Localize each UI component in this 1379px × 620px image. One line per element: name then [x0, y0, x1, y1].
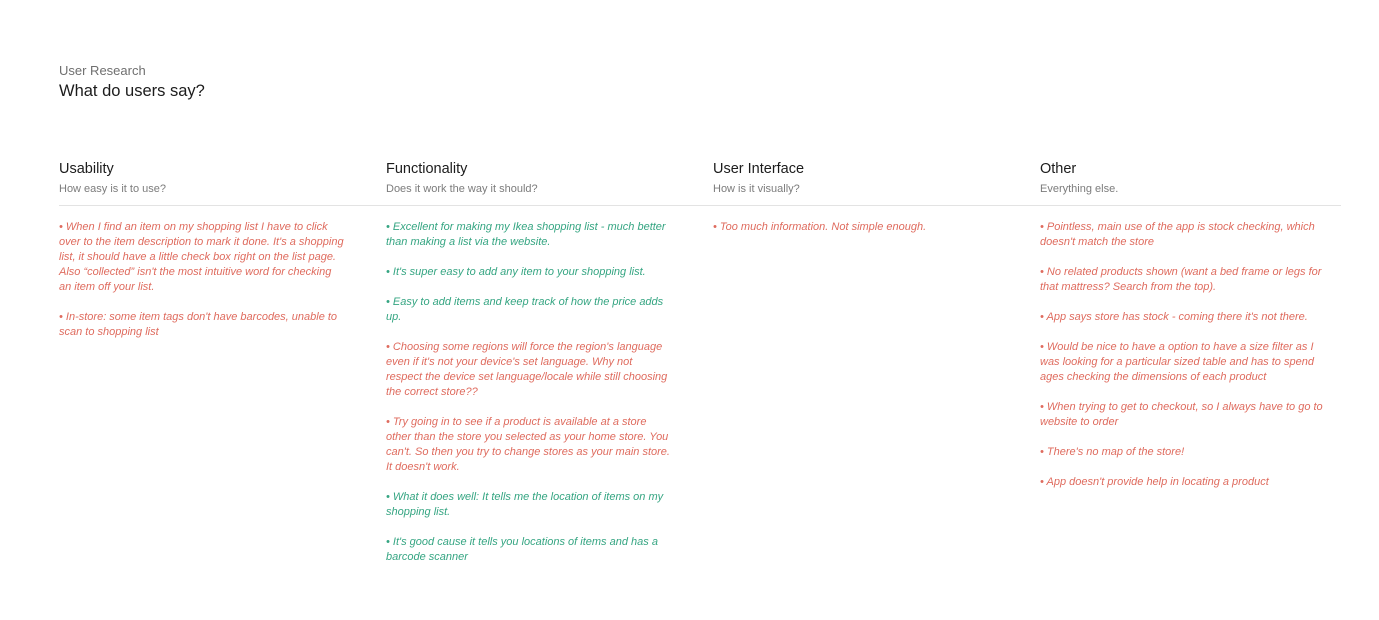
column-subtitle: Everything else.	[1040, 183, 1119, 195]
column-subtitle: Does it work the way it should?	[386, 183, 538, 195]
feedback-item-negative: • Pointless, main use of the app is stock checking, which doesn't match the store	[1040, 221, 1315, 248]
feedback-item-negative: • Try going in to see if a product is available at a store other than the store you selected as your home store. You can't. So then you try to change stores as your main store. It doesn't work.	[386, 416, 670, 473]
feedback-item-negative: • Would be nice to have a option to have a size filter as I was looking for a particular sized table and has to spend ages checking the dimensions of each product	[1040, 341, 1314, 383]
column-other	[1040, 160, 1325, 488]
column-user-interface	[713, 160, 998, 233]
feedback-item-negative: • No related products shown (want a bed frame or legs for that mattress? Search from the top).	[1040, 266, 1322, 293]
feedback-item-negative: • When I find an item on my shopping list I have to click over to the item description to mark it done. It's a shopping list, it should have a little check box right on the list page. Also “collected” isn't the most intuitive word for checking an item off your list.	[59, 221, 344, 293]
feedback-item-positive: • What it does well: It tells me the location of items on my shopping list.	[386, 491, 664, 518]
column-usability	[59, 160, 344, 338]
column-functionality	[386, 160, 671, 563]
feedback-list	[1040, 220, 1325, 505]
feedback-item-negative: • Too much information. Not simple enough.	[713, 221, 927, 233]
feedback-item-negative: • App says store has stock - coming there it's not there.	[1040, 311, 1308, 323]
column-subtitle: How is it visually?	[713, 183, 800, 195]
feedback-list	[386, 220, 671, 580]
column-title: Functionality	[386, 161, 468, 177]
feedback-item-positive: • Easy to add items and keep track of how the price adds up.	[386, 296, 664, 323]
column-subtitle: How easy is it to use?	[59, 183, 166, 195]
column-title: Usability	[59, 161, 114, 177]
feedback-item-negative: • When trying to get to checkout, so I always have to go to website to order	[1040, 401, 1323, 428]
feedback-item-negative: • App doesn't provide help in locating a product	[1040, 476, 1269, 488]
feedback-item-positive: • It's good cause it tells you locations of items and has a barcode scanner	[386, 536, 658, 563]
feedback-list	[713, 220, 998, 250]
header-divider	[59, 205, 1341, 206]
column-title: Other	[1040, 161, 1077, 177]
feedback-item-negative: • In-store: some item tags don't have barcodes, unable to scan to shopping list	[59, 311, 338, 338]
feedback-list	[59, 220, 344, 355]
feedback-item-negative: • Choosing some regions will force the region's language even if it's not your device's set language. Why not respect the device set language/locale while still choosing the correct store??	[386, 341, 668, 398]
feedback-item-positive: • It's super easy to add any item to your shopping list.	[386, 266, 646, 278]
feedback-item-positive: • Excellent for making my Ikea shopping list - much better than making a list via the website.	[386, 221, 666, 248]
column-title: User Interface	[713, 161, 805, 177]
section-eyebrow: User Research	[59, 63, 146, 78]
feedback-item-negative: • There's no map of the store!	[1040, 446, 1185, 458]
page-title: What do users say?	[59, 82, 205, 100]
